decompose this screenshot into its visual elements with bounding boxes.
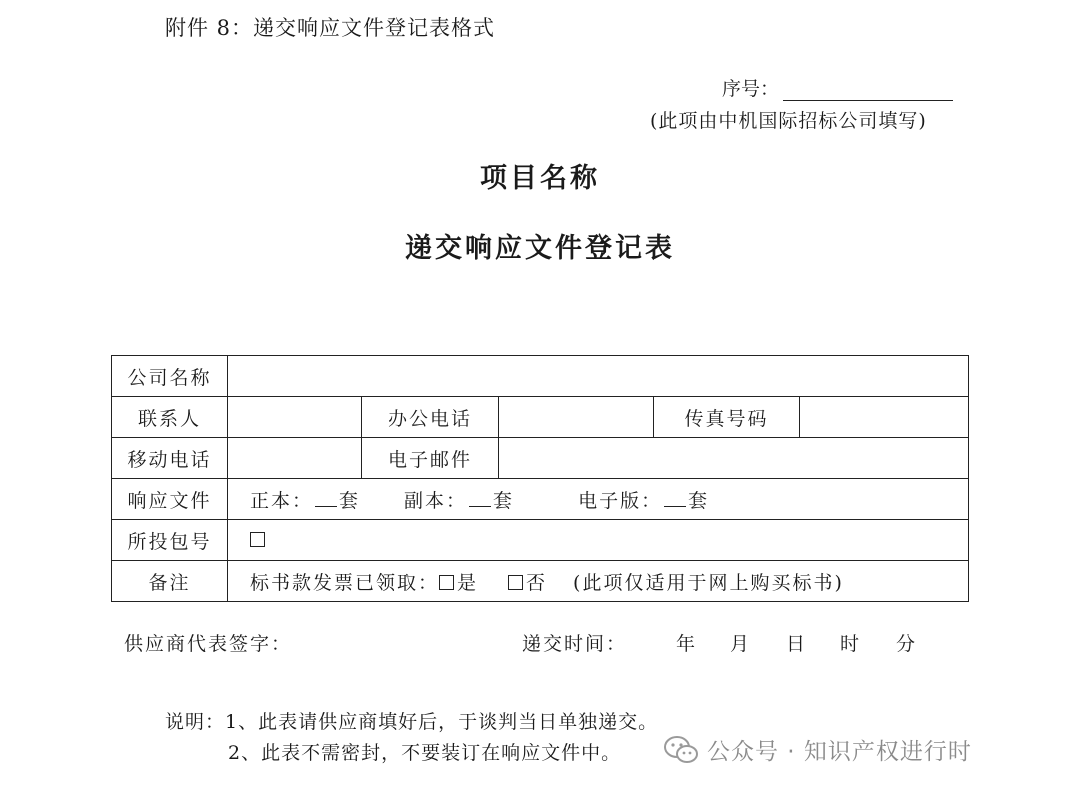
company-name-label: 公司名称 [112,356,228,397]
table-row-contact [112,397,969,438]
copy-label: 副本： [404,489,468,512]
email-field[interactable] [499,438,969,479]
yes-checkbox[interactable] [439,575,454,590]
package-label: 所投包号 [112,520,228,561]
company-name-field[interactable] [228,356,969,397]
table-row-mobile [112,438,969,479]
electronic-unit: 套 [688,489,710,512]
wechat-icon [663,735,699,765]
form-title: 递交响应文件登记表 [405,233,675,264]
response-docs-field [228,479,969,520]
serial-number-row [722,74,953,101]
fax-field[interactable] [800,397,969,438]
mobile-label: 移动电话 [112,438,228,479]
table-row-remark [112,561,969,602]
note-line-1: 说明：1、此表请供应商填好后，于谈判当日单独递交。 [165,711,659,733]
email-label: 电子邮件 [362,438,499,479]
table-row-response-docs [112,479,969,520]
invoice-label: 标书款发票已领取： [250,571,440,594]
year-label: 年 [676,633,696,655]
serial-note: (此项由中机国际招标公司填写) [650,110,927,132]
minute-label: 分 [896,633,916,655]
watermark-text: 公众号 · 知识产权进行时 [707,739,972,765]
signature-label: 供应商代表签字： [124,633,293,655]
attachment-title: 附件 8：递交响应文件登记表格式 [165,16,496,40]
month-label: 月 [730,633,750,655]
hour-label: 时 [840,633,860,655]
contact-label: 联系人 [112,397,228,438]
copy-count-blank[interactable] [469,488,491,507]
contact-field[interactable] [228,397,362,438]
note-line-2: 2、此表不需密封，不要装订在响应文件中。 [228,742,622,764]
registration-table [111,355,969,602]
project-title: 项目名称 [480,163,600,194]
electronic-label: 电子版： [578,489,663,512]
office-phone-field[interactable] [499,397,654,438]
day-label: 日 [786,633,806,655]
electronic-count-blank[interactable] [664,488,686,507]
table-row-company [112,356,969,397]
serial-input-line[interactable] [783,78,953,101]
serial-label: 序号： [722,78,780,100]
fax-label: 传真号码 [654,397,800,438]
original-count-blank[interactable] [315,488,337,507]
package-field [228,520,969,561]
submit-time-label: 递交时间： [522,633,628,655]
watermark [663,733,972,766]
response-docs-label: 响应文件 [112,479,228,520]
office-phone-label: 办公电话 [362,397,499,438]
original-unit: 套 [339,489,361,512]
mobile-field[interactable] [228,438,362,479]
no-checkbox[interactable] [508,575,523,590]
yes-label: 是 [457,571,479,594]
invoice-note: (此项仅适用于网上购买标书) [573,571,844,594]
package-checkbox[interactable] [250,532,265,547]
table-row-package [112,520,969,561]
original-label: 正本： [250,489,314,512]
remark-field [228,561,969,602]
remark-label: 备注 [112,561,228,602]
no-label: 否 [526,571,548,594]
copy-unit: 套 [493,489,515,512]
